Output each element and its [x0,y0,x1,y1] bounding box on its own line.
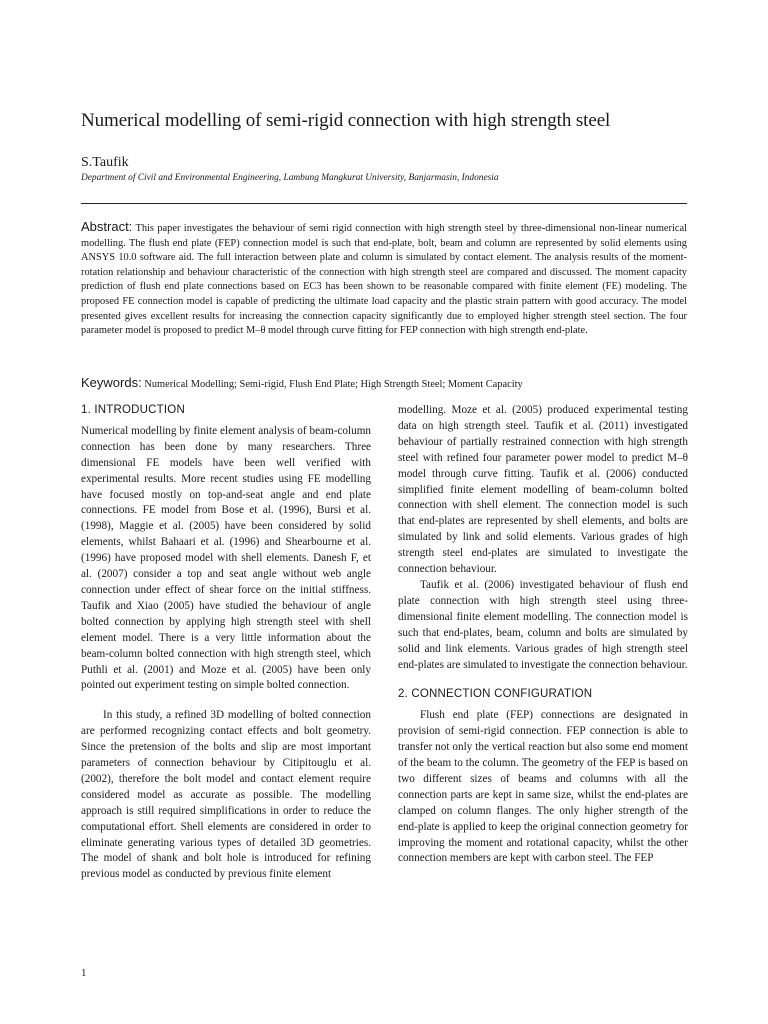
page-number: 1 [81,967,87,979]
keywords-label: Keywords: [81,375,142,390]
header-divider [81,203,687,204]
keywords [81,375,687,390]
configuration-paragraph-1: Flush end plate (FEP) connections are designated in provision of semi-rigid connection. FEP connection is able to transfer not only the vertical reaction but also some end moment of the beam to the column. The geometry of the FEP is based on two different sizes of beams and columns with all the connection parts are kept in same size, whilst the end-plates are clamped on column flanges. The only higher strength of the end-plate is applied to keep the original connection geometry for improving the moment and rotational capacity, whilst the other connection members are kept with carbon steel. The FEP [398,709,688,865]
left-column [81,403,371,883]
keywords-text: Numerical Modelling; Semi-rigid, Flush End Plate; High Strength Steel; Moment Capacity [144,379,523,390]
right-column [398,403,688,867]
author-affiliation: Department of Civil and Environmental Engineering, Lambung Mangkurat University, Banjarmasin, Indonesia [81,173,499,183]
abstract-label: Abstract: [81,219,133,234]
intro-paragraph-continued: modelling. Moze et al. (2005) produced experimental testing data on high strength steel. Taufik et al. (2011) investigated behaviour of partially restrained connection with high strength steel with refined four parameter power model to predict M–θ model through curve fitting. Taufik et al. (2006) conducted simplified finite element modelling of beam-column bolted connection with shell element. The connection model is such that end-plates are represented by shell elements, and bolts are simulated by link and solid elements. Various grades of high strength steel end-plates are simulated to investigate the connection behaviour. [398,404,688,576]
abstract [81,220,687,339]
introduction-heading: 1. INTRODUCTION [81,404,185,416]
connection-configuration-heading: 2. CONNECTION CONFIGURATION [398,688,593,701]
abstract-text: This paper investigates the behaviour of semi rigid connection with high strength steel by three-dimensional non-linear numerical modelling. The flush end plate (FEP) connection model is such that end-plate, bolt, beam and column are represented by solid elements using ANSYS 10.0 software aid. The full interaction between plate and column is simulated by contact element. The analysis results of the moment- rotation relationship and behaviour characteristic of the connection with high strength steel are compared and discussed. The moment capacity prediction of flush end plate connections based on EC3 has been shown to be reasonable compared with finite element (FE) modeling. The proposed FE connection model is capable of predicting the ultimate load capacity and the plastic strain pattern with good accuracy. The model presented gives excellent results for increasing the connection capacity significantly due to employed higher strength steel section. The four parameter model is proposed to predict M–θ model through curve fitting for FEP connection with high strength end-plate. [81,223,687,337]
paper-title: Numerical modelling of semi-rigid connection with high strength steel [81,110,611,131]
intro-paragraph-3: Taufik et al. (2006) investigated behaviour of flush end plate connection with high strength steel using three-dimensional finite element modelling. The connection model is such that end-plates, beam, column and bolts are simulated by solid and link elements. Various grades of high strength steel end-plates are simulated to investigate the connection behaviour. [398,578,688,671]
author-name: S.Taufik [81,155,129,170]
intro-paragraph-2: In this study, a refined 3D modelling of bolted connection are performed recognizing contact effects and bolt geometry. Since the pretension of the bolts and slip are most important parameters of connection behaviour by Citipitouglu et al. (2002), therefore the bolt model and contact element require considered model as accurate as possible. The modelling approach is still required simplifications in order to reduce the computational effort. Shell elements are considered in order to eliminate generating various types of detailed 3D geometries. The model of shank and bolt hole is introduced for refining previous model as conducted by previous finite element [81,709,371,881]
intro-paragraph-1: Numerical modelling by finite element analysis of beam-column connection has been done by many researchers. Three dimensional FE models have been well verified with experimental results. More recent studies using FE modelling have focused mostly on top-and-seat angle and end plate connections. FE model from Bose et al. (1996), Bursi et al. (1998), Maggie et al. (2005) have been considered by solid elements, whilst Bahaari et al. (1996) and Shearbourne et al. (1996) have proposed model with shell elements. Danesh F, et al. (2007) consider a top and seat angle without web angle connection under effect of shear force on the initial stiffness. Taufik and Xiao (2005) have studied the behaviour of angle bolted connection by applying high strength steel with shell element model. There is a very little information about the beam-column bolted connection with high strength steel, which Puthli et al. (2001) and Moze et al. (2005) have been only pointed out experiment testing on simple bolted connection. [81,424,371,692]
